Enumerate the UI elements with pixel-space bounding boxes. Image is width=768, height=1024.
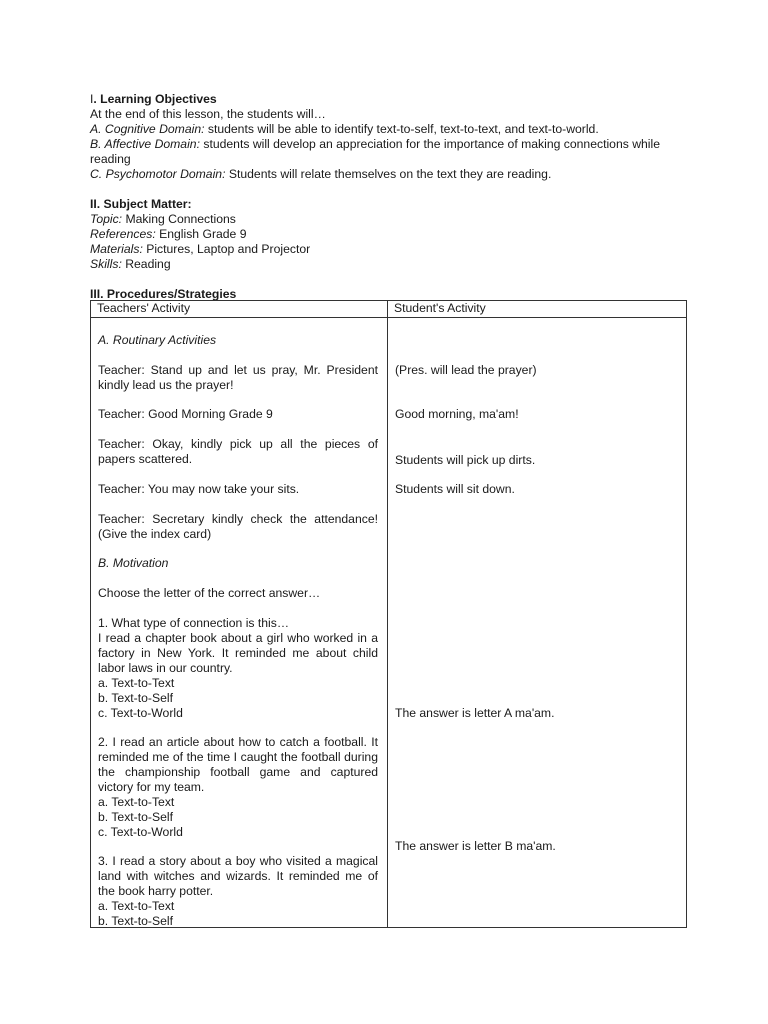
- teacher-line-greeting: Teacher: Good Morning Grade 9: [98, 407, 273, 421]
- question-2-option-c: c. Text-to-World: [98, 825, 183, 839]
- student-line-prayer: (Pres. will lead the prayer): [395, 363, 537, 377]
- affective-label: B. Affective Domain:: [90, 137, 200, 151]
- question-3-option-a: a. Text-to-Text: [98, 899, 175, 913]
- teacher-line-attendance: Teacher: Secretary kindly check the attendance! (Give the index card): [98, 512, 378, 541]
- teacher-line-prayer: Teacher: Stand up and let us pray, Mr. President kindly lead us the prayer!: [98, 363, 378, 392]
- materials-value: Pictures, Laptop and Projector: [142, 242, 311, 256]
- teacher-line-papers: Teacher: Okay, kindly pick up all the pieces of papers scattered.: [98, 437, 378, 466]
- topic-value: Making Connections: [122, 212, 236, 226]
- cognitive-text: students will be able to identify text-to-self, text-to-text, and text-to-world.: [204, 122, 599, 136]
- objectives-intro: At the end of this lesson, the students will…: [90, 107, 326, 121]
- objectives-heading-prefix: I: [90, 92, 94, 106]
- teacher-line-sits: Teacher: You may now take your sits.: [98, 482, 300, 496]
- objective-affective: [90, 137, 690, 167]
- student-activity-cell: [388, 318, 687, 928]
- student-line-sits: Students will sit down.: [395, 482, 515, 496]
- subject-materials: [90, 242, 690, 257]
- subject-matter-heading: II. Subject Matter:: [90, 197, 192, 211]
- question-1-option-c: c. Text-to-World: [98, 706, 183, 720]
- question-1-prompt: 1. What type of connection is this…: [98, 616, 290, 630]
- question-1-option-a: a. Text-to-Text: [98, 676, 175, 690]
- question-1-option-b: b. Text-to-Self: [98, 691, 173, 705]
- objective-psychomotor: [90, 167, 690, 182]
- topic-label: Topic:: [90, 212, 123, 226]
- cognitive-label: A. Cognitive Domain:: [90, 122, 205, 136]
- col-header-teacher: Teachers' Activity: [91, 301, 388, 318]
- subject-skills: [90, 257, 690, 272]
- procedures-heading: III. Procedures/Strategies: [90, 287, 237, 301]
- routinary-subheading: A. Routinary Activities: [98, 333, 217, 347]
- psychomotor-text: Students will relate themselves on the text they are reading.: [225, 167, 552, 181]
- affective-text: students will develop an appreciation for the importance of making connections while reading: [90, 137, 660, 166]
- subject-references: [90, 227, 690, 242]
- question-2-text: 2. I read an article about how to catch a football. It reminded me of the time I caught the football during the championship football game and captured victory for my team.: [98, 735, 378, 794]
- objective-cognitive: [90, 122, 690, 137]
- table-header-row: [91, 301, 687, 318]
- skills-label: Skills:: [90, 257, 122, 271]
- procedures-table: [90, 300, 687, 928]
- lesson-header-sections: [90, 92, 690, 302]
- table-body-row: [91, 318, 687, 928]
- question-1-text: I read a chapter book about a girl who worked in a factory in New York. It reminded me about child labor laws in our country.: [98, 631, 378, 675]
- subject-topic: [90, 212, 690, 227]
- references-label: References:: [90, 227, 156, 241]
- question-3-text: 3. I read a story about a boy who visited a magical land with witches and wizards. It reminded me of the book harry potter.: [98, 854, 378, 898]
- materials-label: Materials:: [90, 242, 143, 256]
- references-value: English Grade 9: [155, 227, 247, 241]
- teacher-activity-cell: [91, 318, 388, 928]
- student-answer-1: The answer is letter A ma'am.: [395, 706, 555, 720]
- objectives-heading-text: . Learning Objectives: [93, 92, 217, 106]
- col-header-student: Student's Activity: [388, 301, 687, 318]
- student-line-papers: Students will pick up dirts.: [395, 453, 536, 467]
- motivation-instruction: Choose the letter of the correct answer…: [98, 586, 321, 600]
- psychomotor-label: C. Psychomotor Domain:: [90, 167, 226, 181]
- question-2-option-b: b. Text-to-Self: [98, 810, 173, 824]
- motivation-subheading: B. Motivation: [98, 556, 169, 570]
- question-3-option-b: b. Text-to-Self: [98, 914, 173, 928]
- student-line-greeting: Good morning, ma'am!: [395, 407, 519, 421]
- question-2-option-a: a. Text-to-Text: [98, 795, 175, 809]
- skills-value: Reading: [121, 257, 171, 271]
- objectives-heading: [90, 92, 690, 107]
- student-answer-2: The answer is letter B ma'am.: [395, 839, 556, 853]
